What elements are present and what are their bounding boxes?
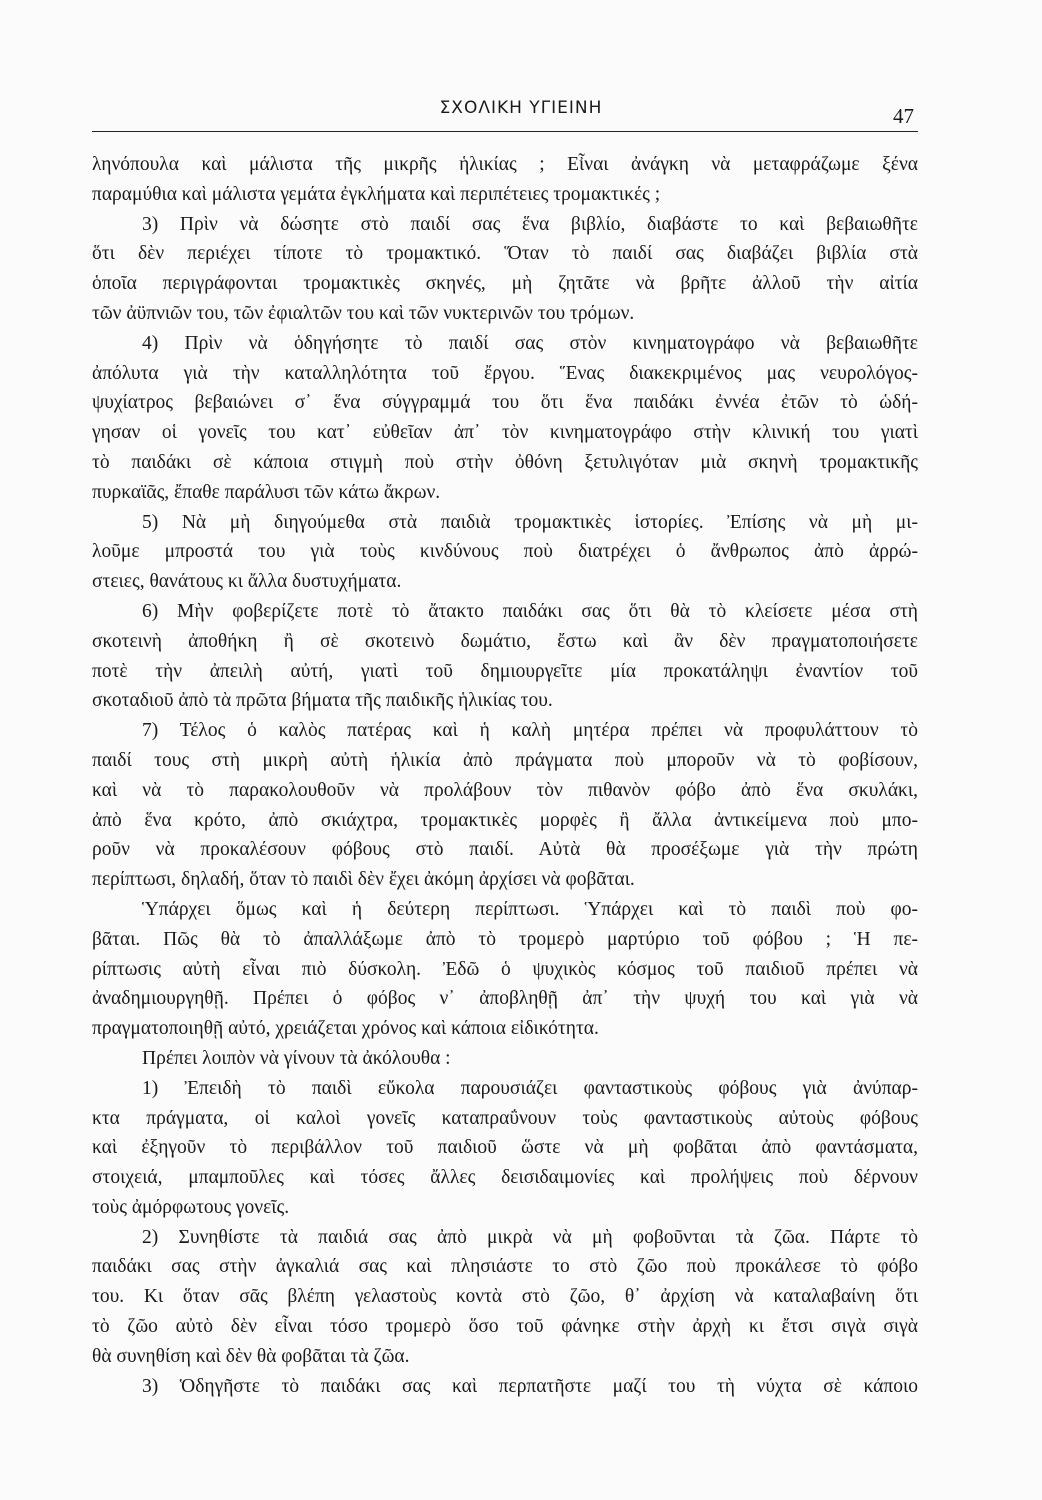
text-line: ἀπὸ ἕνα κρότο, ἀπὸ σκιάχτρα, τρομακτικὲς μορφὲς ἢ ἄλλα ἀντικείμενα ποὺ μπο-: [92, 809, 918, 831]
text-line: βᾶται. Πῶς θὰ τὸ ἀπαλλάξωμε ἀπὸ τὸ τρομερὸ μαρτύριο τοῦ φόβου ; Ἡ πε-: [92, 928, 918, 950]
text-line: παιδάκι σας στὴν ἀγκαλιά σας καὶ πλησιάστε το στὸ ζῶο ποὺ προκάλεσε τὸ φόβο: [92, 1256, 918, 1278]
text-line: ὁποῖα περιγράφονται τρομακτικὲς σκηνές, μὴ ζητᾶτε νὰ βρῆτε ἀλλοῦ τὴν αἰτία: [92, 273, 918, 295]
header-rule: [92, 131, 918, 132]
text-line: 4) Πρὶν νὰ ὁδηγήσητε τὸ παιδί σας στὸν κινηματογράφο νὰ βεβαιωθῆτε: [142, 332, 918, 354]
text-line: 3) Ὁδηγῆστε τὸ παιδάκι σας καὶ περπατῆστε μαζί του τὴ νύχτα σὲ κάποιο: [142, 1375, 918, 1397]
text-line: του. Κι ὅταν σᾶς βλέπη γελαστοὺς κοντὰ στὸ ζῶο, θ᾽ ἀρχίση νὰ καταλαβαίνη ὅτι: [92, 1286, 918, 1308]
text-line: 1) Ἐπειδὴ τὸ παιδὶ εὔκολα παρουσιάζει φανταστικοὺς φόβους γιὰ ἀνύπαρ-: [142, 1077, 918, 1099]
text-line: στειες, θανάτους κι ἄλλα δυστυχήματα.: [92, 571, 402, 593]
text-line: ἀπόλυτα γιὰ τὴν καταλληλότητα τοῦ ἔργου. Ἕνας διακεκριμένος μας νευρολόγος-: [92, 362, 918, 384]
running-header-title: ΣΧΟΛΙΚΗ ΥΓΙΕΙΝΗ: [439, 98, 603, 118]
text-line: ροῦν νὰ προκαλέσουν φόβους στὸ παιδί. Αὐτὰ θὰ προσέξωμε γιὰ τὴν πρώτη: [92, 839, 918, 861]
text-line: ὅτι δὲν περιέχει τίποτε τὸ τρομακτικό. Ὅταν τὸ παιδί σας διαβάζει βιβλία στὰ: [92, 243, 918, 265]
text-line: τὸ ζῶο αὐτὸ δὲν εἶναι τόσο τρομερὸ ὅσο τοῦ φάνηκε στὴν ἀρχὴ κι ἔτσι σιγὰ σιγὰ: [92, 1316, 918, 1338]
text-line: ληνόπουλα καὶ μάλιστα τῆς μικρῆς ἡλικίας ; Εἶναι ἀνάγκη νὰ μεταφράζωμε ξένα: [92, 154, 918, 175]
text-line: καὶ ἐξηγοῦν τὸ περιβάλλον τοῦ παιδιοῦ ὥστε νὰ μὴ φοβᾶται ἀπὸ φαντάσματα,: [92, 1137, 918, 1159]
text-line: σκοτεινὴ ἀποθήκη ἢ σὲ σκοτεινὸ δωμάτιο, ἔστω καὶ ἂν δὲν πραγματοποιήσετε: [92, 630, 918, 652]
text-line: 2) Συνηθίστε τὰ παιδιά σας ἀπὸ μικρὰ νὰ μὴ φοβοῦνται τὰ ζῶα. Πάρτε τὸ: [142, 1226, 918, 1248]
text-line: ποτὲ τὴν ἀπειλὴ αὐτή, γιατὶ τοῦ δημιουργεῖτε μία προκατάληψι ἐναντίον τοῦ: [92, 660, 918, 682]
text-line: καὶ νὰ τὸ παρακολουθοῦν νὰ προλάβουν τὸν πιθανὸν φόβο ἀπὸ ἕνα σκυλάκι,: [92, 779, 918, 801]
text-line: παιδί τους στὴ μικρὴ αὐτὴ ἡλικία ἀπὸ πράγματα ποὺ μποροῦν νὰ τὸ φοβίσουν,: [92, 749, 918, 771]
text-line: πυρκαϊᾶς, ἔπαθε παράλυσι τῶν κάτω ἄκρων.: [92, 481, 441, 503]
text-line: 7) Τέλος ὁ καλὸς πατέρας καὶ ἡ καλὴ μητέρα πρέπει νὰ προφυλάττουν τὸ: [142, 720, 918, 742]
text-line: στοιχειά, μπαμποῦλες καὶ τόσες ἄλλες δεισιδαιμονίες καὶ προλήψεις ποὺ δέρνουν: [92, 1167, 918, 1189]
text-line: πραγματοποιηθῇ αὐτό, χρειάζεται χρόνος καὶ κάποια εἰδικότητα.: [92, 1018, 599, 1040]
text-line: περίπτωσι, δηλαδή, ὅταν τὸ παιδὶ δὲν ἔχει ἀκόμη ἀρχίσει νὰ φοβᾶται.: [92, 869, 635, 891]
text-line: 6) Μὴν φοβερίζετε ποτὲ τὸ ἄτακτο παιδάκι σας ὅτι θὰ τὸ κλείσετε μέσα στὴ: [142, 600, 918, 622]
text-line: θὰ συνηθίση καὶ δὲν θὰ φοβᾶται τὰ ζῶα.: [92, 1345, 410, 1367]
text-line: τοὺς ἀμόρφωτους γονεῖς.: [92, 1196, 290, 1218]
text-line: παραμύθια καὶ μάλιστα γεμάτα ἐγκλήματα καὶ περιπέτειες τρομακτικές ;: [92, 183, 661, 205]
text-line: σκοταδιοῦ ἀπὸ τὰ πρῶτα βήματα τῆς παιδικῆς ἡλικίας του.: [92, 690, 553, 712]
page-number: 47: [893, 104, 914, 128]
text-line: κτα πράγματα, οἱ καλοὶ γονεῖς καταπραΰνουν τοὺς φανταστικοὺς αὐτοὺς φόβους: [92, 1107, 918, 1129]
text-line: 5) Νὰ μὴ διηγούμεθα στὰ παιδιὰ τρομακτικὲς ἱστορίες. Ἐπίσης νὰ μὴ μι-: [142, 511, 918, 533]
text-line: τὸ παιδάκι σὲ κάποια στιγμὴ ποὺ στὴν ὀθόνη ξετυλιγόταν μιὰ σκηνὴ τρομακτικῆς: [92, 451, 918, 473]
text-line: ἀναδημιουργηθῇ. Πρέπει ὁ φόβος ν᾽ ἀποβληθῇ ἀπ᾽ τὴν ψυχή του καὶ γιὰ νὰ: [92, 988, 918, 1010]
text-line: λοῦμε μπροστά του γιὰ τοὺς κινδύνους ποὺ διατρέχει ὁ ἄνθρωπος ἀπὸ ἀρρώ-: [92, 541, 918, 563]
text-line: ψυχίατρος βεβαιώνει σ᾽ ἕνα σύγγραμμά του ὅτι ἕνα παιδάκι ἐννέα ἐτῶν τὸ ὡδή-: [92, 392, 918, 414]
text-line: Ὑπάρχει ὅμως καὶ ἡ δεύτερη περίπτωσι. Ὑπάρχει καὶ τὸ παιδὶ ποὺ φο-: [142, 898, 918, 920]
body-text: [92, 150, 918, 1401]
text-line: 3) Πρὶν νὰ δώσητε στὸ παιδί σας ἕνα βιβλίο, διαβάστε το καὶ βεβαιωθῆτε: [142, 213, 918, 235]
text-line: Πρέπει λοιπὸν νὰ γίνουν τὰ ἀκόλουθα :: [142, 1047, 451, 1069]
text-line: γησαν οἱ γονεῖς του κατ᾽ εὐθεῖαν ἀπ᾽ τὸν κινηματογράφο στὴν κλινική του γιατὶ: [92, 422, 918, 444]
text-line: τῶν ἀϋπνιῶν του, τῶν ἐφιαλτῶν του καὶ τῶν νυκτερινῶν του τρόμων.: [92, 302, 635, 324]
text-line: ρίπτωσις αὐτὴ εἶναι πιὸ δύσκολη. Ἐδῶ ὁ ψυχικὸς κόσμος τοῦ παιδιοῦ πρέπει νὰ: [92, 958, 918, 980]
